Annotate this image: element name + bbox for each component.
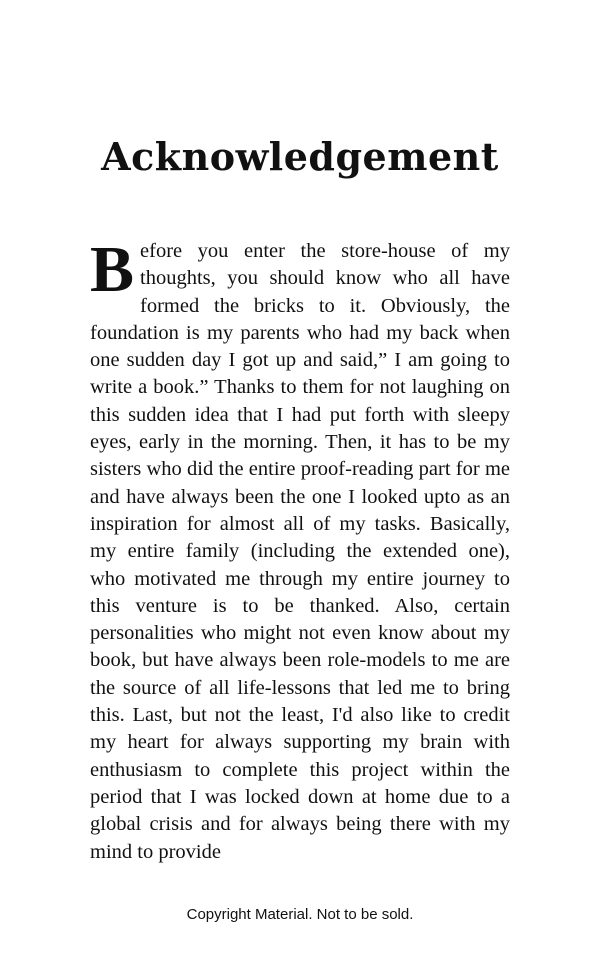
drop-cap-letter: B: [90, 233, 135, 306]
paragraph-text: efore you enter the store-house of my thoughts, you should know who all have formed the bricks to it. Obviously, the foundation is my parents who had my back when one sudden day I got up and said,” I am going to write a book.” Thanks to them for not laughing on this sudden idea that I had put forth with sleepy eyes, early in the morning. Then, it has to be my sisters who did the entire proof-reading part for me and have always been the one I looked upto as an inspiration for almost all of my tasks. Basically, my entire family (including the extended one), who motivated me through my entire journey to this venture is to be thanked. Also, certain personalities who might not even know about my book, but have always been role-models to me are the source of all life-lessons that led me to bring this. Last, but not the least, I'd also like to credit my heart for always supporting my brain with enthusiasm to complete this project within the period that I was locked down at home due to a global crisis and for always being there with my mind to provide: [90, 240, 510, 863]
copyright-footer: Copyright Material. Not to be sold.: [186, 906, 414, 923]
page-title: Acknowledgement: [101, 134, 499, 179]
acknowledgement-paragraph: [90, 233, 510, 866]
